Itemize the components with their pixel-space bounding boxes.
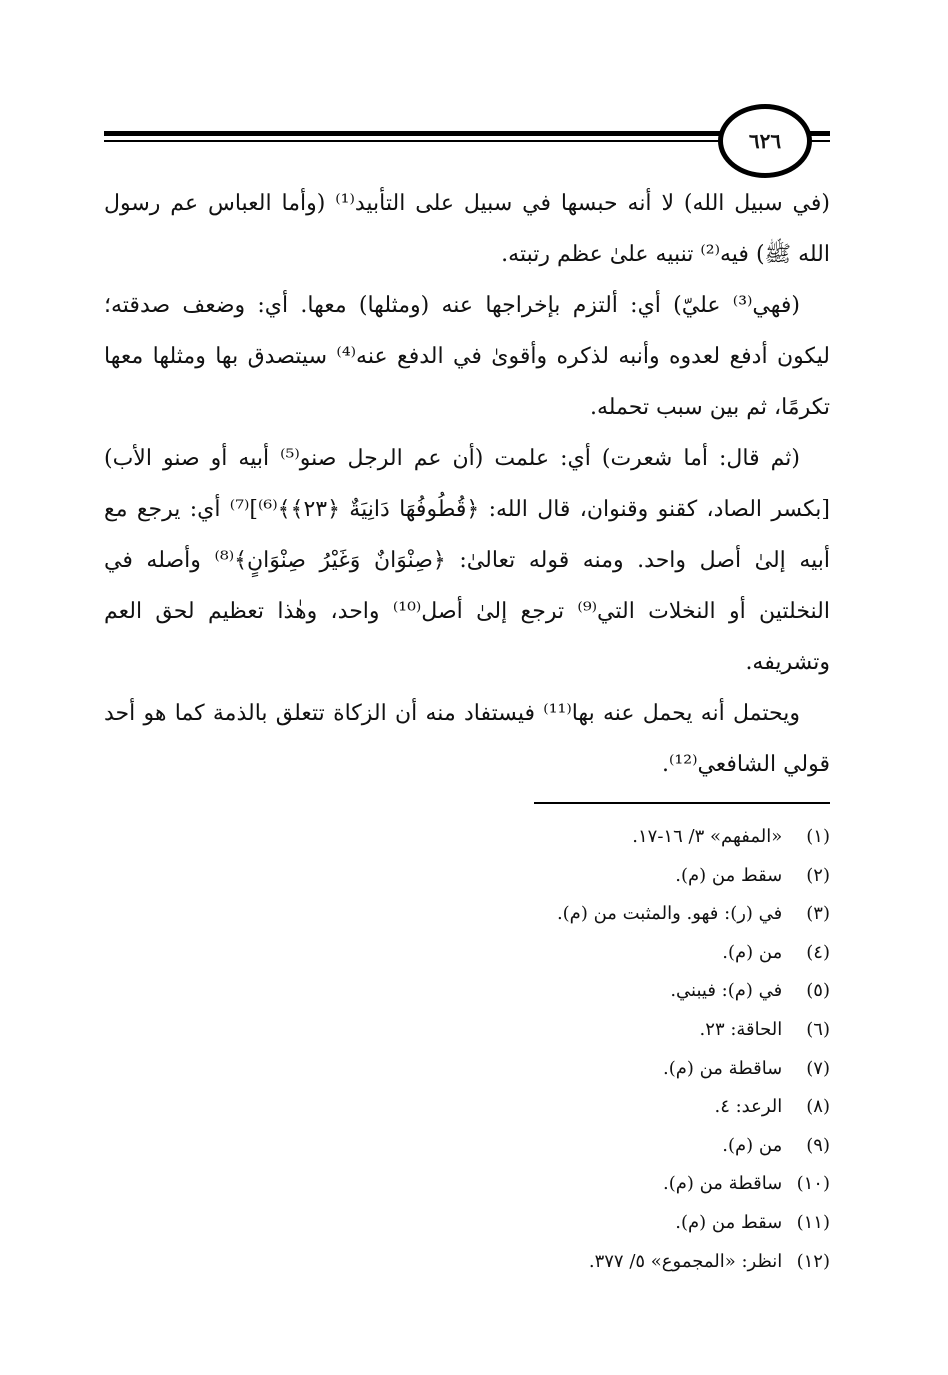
footnote-item: [104, 1088, 830, 1127]
header-rule-thin: [104, 140, 744, 142]
footnote-text: ساقطة من (م).: [662, 1057, 783, 1079]
footnote-item: [104, 972, 830, 1011]
footnote-number: (٧): [806, 1057, 830, 1079]
footnote-text: في (ر): فهو. والمثبت من (م).: [556, 903, 783, 925]
page-number-badge: [718, 104, 812, 178]
footnote-item: [104, 1050, 830, 1089]
footnote-item: [104, 1011, 830, 1050]
footnote-text: سقط من (م).: [675, 1211, 783, 1233]
footnote-separator: [534, 802, 830, 804]
paragraph: (فهي⁽³⁾ عليّ) أي: ألتزم بإخراجها عنه (ومثلها) معها. أي: وضعف صدقته؛ ليكون أدفع لعدوه وأنبه لذكره وأقوىٰ في الدفع عنه⁽⁴⁾ سيتصدق بها ومثلها معها تكرمًا، ثم بين سبب تحمله.: [104, 293, 830, 420]
footnote-number: (٤): [806, 941, 830, 963]
footnote-number: (٣): [806, 903, 830, 925]
footnote-number: (١٠): [796, 1173, 830, 1195]
footnote-number: (٨): [806, 1096, 830, 1118]
paragraph: (في سبيل الله) لا أنه حبسها في سبيل على التأبيد⁽¹⁾ (وأما العباس عم رسول الله ﷺ) فيه⁽²⁾ تنبيه علىٰ عظم رتبته.: [104, 191, 830, 267]
paragraph: (ثم قال: أما شعرت) أي: علمت (أن عم الرجل صنو⁽⁵⁾ أبيه أو صنو الأب) [بكسر الصاد، كقنو وقنوان، قال الله: ﴿قُطُوفُهَا دَانِيَةٌ ﴿٢٣﴾﴾⁽⁶⁾]⁽⁷⁾ أي: يرجع مع أبيه إلىٰ أصل واحد. ومنه قوله تعالىٰ: ﴿صِنْوَانٌ وَغَيْرُ صِنْوَانٍ﴾⁽⁸⁾ وأصله في النخلتين أو النخلات التي⁽⁹⁾ ترجع إلىٰ أصل⁽¹⁰⁾ واحد، وهٰذا تعظيم لحق العم وتشريفه.: [104, 446, 830, 675]
main-text: [104, 178, 830, 790]
footnote-text: من (م).: [722, 1134, 783, 1156]
footnote-number: (١١): [796, 1211, 830, 1233]
footnote-number: (١٢): [796, 1250, 830, 1272]
footnote-item: [104, 818, 830, 857]
footnote-item: [104, 1165, 830, 1204]
footnote-number: (٢): [806, 864, 830, 886]
header-rule-thick: [104, 131, 744, 136]
footnote-item: [104, 857, 830, 896]
footnote-text: الحاقة: ٢٣.: [699, 1018, 783, 1040]
footnote-item: [104, 1204, 830, 1243]
footnote-item: [104, 1243, 830, 1282]
footnote-text: في (م): فيبني.: [670, 980, 783, 1002]
footnote-number: (١): [806, 826, 830, 847]
page-header: [104, 104, 830, 174]
page-number: ٦٢٦: [748, 129, 782, 153]
footnote-item: [104, 895, 830, 934]
footnote-item: [104, 934, 830, 973]
footnote-item: [104, 1127, 830, 1166]
footnote-text: الرعد: ٤.: [714, 1096, 783, 1118]
footnote-number: (٩): [806, 1134, 830, 1156]
footnote-number: (٥): [806, 980, 830, 1002]
footnote-text: «المفهم» ٣/ ١٦-١٧.: [632, 826, 783, 847]
footnote-text: سقط من (م).: [675, 864, 783, 886]
footnotes: [104, 818, 830, 1281]
paragraph: ويحتمل أنه يحمل عنه بها⁽¹¹⁾ فيستفاد منه أن الزكاة تتعلق بالذمة كما هو أحد قولي الشافعي⁽¹²⁾.: [104, 701, 830, 777]
footnote-text: ساقطة من (م).: [662, 1173, 783, 1195]
footnote-number: (٦): [806, 1018, 830, 1040]
footnote-text: من (م).: [722, 941, 783, 963]
footnote-text: انظر: «المجموع» ٥/ ٣٧٧.: [588, 1250, 783, 1272]
